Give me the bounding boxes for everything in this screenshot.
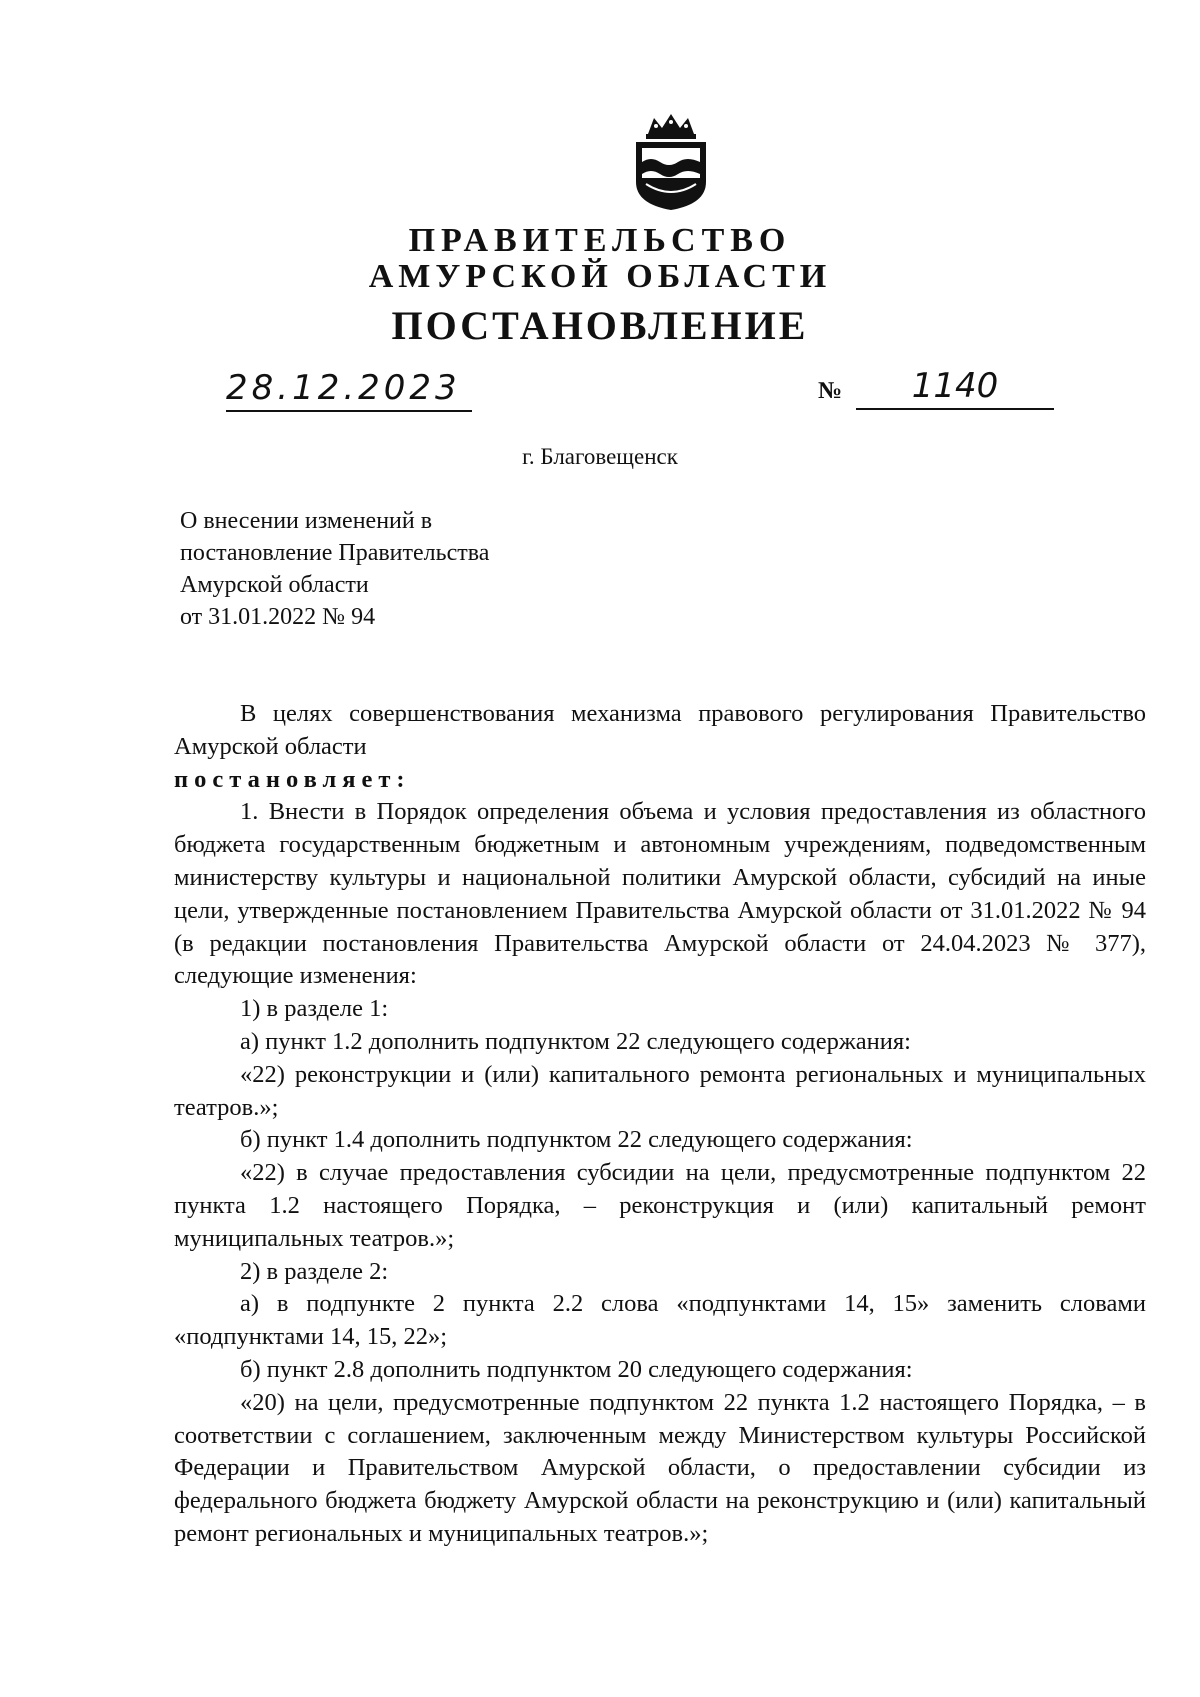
section-2-heading: 2) в разделе 2:	[240, 1257, 389, 1285]
subject-line: от 31.01.2022 № 94	[180, 604, 376, 630]
coat-of-arms-emblem	[626, 112, 716, 212]
section-1b-quote: «22) в случае предоставления субсидии на цели, предусмотренные подпунктом 22 пункта 1.2 настоящего Порядка, – реконструкция и (или) капитальный ремонт муниципальных театров.»;	[174, 1159, 1146, 1252]
resolves-word: постановляет:	[174, 765, 411, 793]
document-body	[174, 698, 1146, 1551]
item-1-paragraph: 1. Внести в Порядок определения объема и условия предоставления из областного бюджета государственным бюджетным и автономным учреждениям, подведомственным министерству культуры и национальной политики Амурской области, субсидий на иные цели, утвержденные постановлением Правительства Амурской области от 31.01.2022 № 94 (в редакции постановления Правительства Амурской области от 24.04.2023 № 377), следующие изменения:	[174, 798, 1146, 990]
number-sign: №	[818, 378, 843, 404]
city-line: г. Благовещенск	[522, 444, 678, 469]
subject-block	[180, 505, 489, 633]
section-2b-quote: «20) на цели, предусмотренные подпунктом 22 пункта 1.2 настоящего Порядка, – в соответствии с соглашением, заключенным между Министерством культуры Российской Федерации и Правительством Амурской области, о предоставлении субсидии из федерального бюджета бюджету Амурской области на реконструкцию и (или) капитальный ремонт региональных и муниципальных театров.»;	[174, 1388, 1146, 1547]
section-1-heading: 1) в разделе 1:	[240, 995, 389, 1023]
subject-line: постановление Правительства	[180, 540, 490, 566]
section-1a-paragraph: а) пункт 1.2 дополнить подпунктом 22 следующего содержания:	[240, 1027, 911, 1055]
subject-line: О внесении изменений в	[180, 508, 433, 534]
section-2a-paragraph: а) в подпункте 2 пункта 2.2 слова «подпунктами 14, 15» заменить словами «подпунктами 14, 15, 22»;	[174, 1290, 1146, 1351]
section-2b-paragraph: б) пункт 2.8 дополнить подпунктом 20 следующего содержания:	[240, 1355, 913, 1383]
document-type-title: ПОСТАНОВЛЕНИЕ	[391, 303, 809, 348]
subject-line: Амурской области	[180, 572, 369, 598]
handwritten-date: 28.12.2023	[226, 368, 472, 412]
section-1b-paragraph: б) пункт 1.4 дополнить подпунктом 22 следующего содержания:	[240, 1126, 913, 1154]
handwritten-number: 1140	[856, 366, 1054, 410]
government-name-line2: АМУРСКОЙ ОБЛАСТИ	[368, 258, 832, 295]
section-1a-quote: «22) реконструкции и (или) капитального ремонта региональных и муниципальных театров.»;	[174, 1060, 1146, 1121]
government-name-line1: ПРАВИТЕЛЬСТВО	[408, 222, 792, 259]
intro-paragraph: В целях совершенствования механизма правового регулирования Правительство Амурской области	[174, 700, 1146, 760]
